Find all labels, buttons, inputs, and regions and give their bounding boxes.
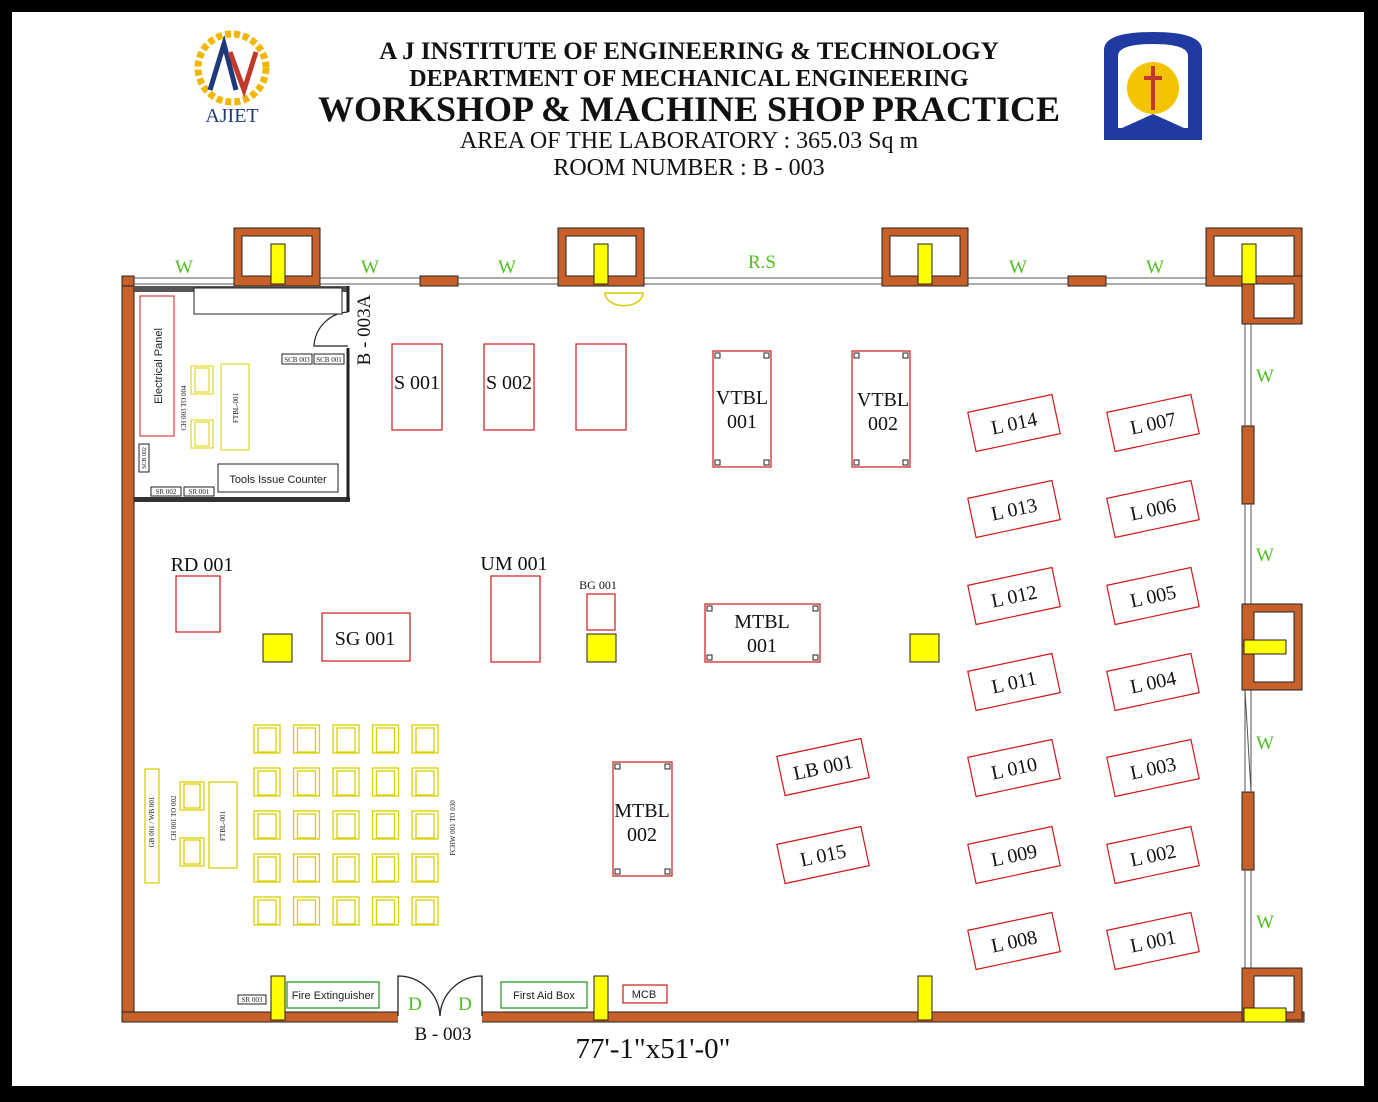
wall-top-seg-1 [420,276,458,286]
window-label: W [175,257,193,278]
lathe-lb001-label: LB 001 [791,750,856,786]
lathe-l005-label: L 005 [1128,581,1179,613]
lathes [777,394,1199,969]
student-chair-icon [254,725,280,753]
student-chair-icon [412,725,438,753]
sr-002-label: SR 002 [155,488,177,496]
room-dimensions: 77'-1"x51'-0" [575,1033,731,1065]
office-door-swing [314,312,348,346]
student-chair-icon [373,811,399,839]
lathe-l007 [1107,394,1199,451]
rd-001 [176,576,220,632]
institute-name: A J INSTITUTE OF ENGINEERING & TECHNOLOGY [379,38,999,65]
student-chair-icon [333,725,359,753]
office-table-label: FTBL-001 [232,393,240,423]
lathe-l002-label: L 002 [1128,840,1179,872]
lab-title: WORKSHOP & MACHINE SHOP PRACTICE [317,89,1061,129]
sg001-label: SG 001 [334,628,396,650]
fchw-label: FCHW 001 TO 030 [449,800,457,856]
lathe-l004 [1107,653,1199,710]
window-label: W [1256,912,1274,933]
student-chair-icon [294,768,320,796]
lathe-l006 [1107,480,1199,537]
lathe-l015-label: L 015 [798,840,849,872]
lathe-l001 [1107,912,1199,969]
lathe-l010 [968,739,1060,796]
office-room-b003a [134,286,350,502]
scb-003-label: SCB 003 [284,356,310,364]
room-b003-label: B - 003 [414,1024,472,1045]
lathe-l013 [968,480,1060,537]
window-label: W [361,257,379,278]
sr-003-label: SR 003 [241,996,263,1004]
tools-issue-counter: Tools Issue Counter [229,474,327,486]
student-chair-icon [412,768,438,796]
lathe-l008 [968,912,1060,969]
um-001 [491,576,540,662]
vtbl002-label-line1: VTBL [856,389,910,411]
student-chair-icon [333,768,359,796]
window-label: W [498,257,516,278]
s001-label: S 001 [393,372,441,394]
wash-basin-icon [605,293,643,306]
seating-chairs-label: CH 001 TO 002 [170,795,178,841]
window-label: W [1146,257,1164,278]
office-chairs-label: CH 003 TO 004 [180,385,188,431]
lathe-l010-label: L 010 [989,753,1040,785]
lathe-l009-label: L 009 [989,840,1040,872]
scb-001-label: SCB 001 [316,356,342,364]
bg-001 [587,594,615,630]
department-name: DEPARTMENT OF MECHANICAL ENGINEERING [409,66,969,92]
mtbl002-label-line1: MTBL [614,800,670,822]
lathe-l014-label: L 014 [989,408,1040,440]
rolling-shutter-label: R.S [748,252,776,273]
wall-top-seg-2 [1068,276,1106,286]
sr-001-label: SR 001 [188,488,210,496]
student-chair-icon [254,811,280,839]
student-chair-icon [254,854,280,882]
machine-unlabelled [576,344,626,430]
lathe-l002 [1107,826,1199,883]
student-chair-icon [373,854,399,882]
lathe-l003 [1107,739,1199,796]
wall-bottom [122,1012,1304,1022]
mtbl002-label-line2: 002 [627,824,657,846]
first-aid-label: First Aid Box [513,990,575,1002]
um001-label: UM 001 [480,553,548,575]
lathe-l013-label: L 013 [989,494,1040,526]
fire-extinguisher-label: Fire Extinguisher [291,990,375,1002]
ajiet-logo-text: AJIET [205,105,259,127]
student-chair-icon [412,811,438,839]
lathe-l012-label: L 012 [989,581,1040,613]
student-chair-icon [294,897,320,925]
vtbl-001 [713,351,771,467]
student-chair-icon [373,725,399,753]
lathe-l011 [968,653,1060,710]
student-chair-icon [294,725,320,753]
student-chair-icon [254,897,280,925]
window-label: W [1256,545,1274,566]
student-chair-icon [412,854,438,882]
student-chair-icon [333,811,359,839]
student-chair-icon [294,854,320,882]
vtbl001-label-line2: 001 [727,411,757,433]
lathe-l005 [1107,567,1199,624]
door-label-left: D [408,994,422,1015]
top-pilasters [234,228,1302,324]
wall-right-4 [1242,792,1254,870]
rd001-label: RD 001 [170,554,234,576]
mtbl001-label-line1: MTBL [734,611,790,633]
student-chair-icon [254,768,280,796]
wall-left [122,276,134,1022]
lathe-l012 [968,567,1060,624]
lathe-l007-label: L 007 [1128,408,1179,440]
gb-wb-label: GB 001 / WB 001 [148,796,156,848]
lathe-lb001 [777,738,869,795]
window-label: W [1256,366,1274,387]
seating-table-label: FTBL-001 [219,811,227,841]
student-chair-icon [333,897,359,925]
lathe-l004-label: L 004 [1128,667,1179,699]
mcb-label: MCB [631,989,657,1001]
vtbl001-label-line1: VTBL [715,387,769,409]
lathe-l009 [968,826,1060,883]
room-number: ROOM NUMBER : B - 003 [553,155,825,181]
student-chair-icon [412,897,438,925]
student-chair-icon [373,897,399,925]
lathe-l011-label: L 011 [989,667,1039,699]
wall-right-2 [1242,426,1254,504]
lathe-l001-label: L 001 [1128,926,1179,958]
student-chairs [254,725,438,925]
lab-area: AREA OF THE LABORATORY : 365.03 Sq m [459,128,919,154]
window-label: W [1009,257,1027,278]
s002-label: S 002 [485,372,533,394]
window-label: W [1256,733,1274,754]
lathe-l006-label: L 006 [1128,494,1179,526]
lathe-l015 [777,826,869,883]
student-chair-icon [294,811,320,839]
lathe-l008-label: L 008 [989,926,1040,958]
scb-002-label: SCB 002 [142,447,148,469]
vtbl002-label-line2: 002 [868,413,898,435]
mtbl001-label-line2: 001 [747,635,777,657]
student-chair-icon [373,768,399,796]
lathe-l003-label: L 003 [1128,753,1179,785]
bg001-label: BG 001 [579,578,617,592]
door-label-right: D [458,994,472,1015]
electrical-panel-label: Electrical Panel [153,328,165,404]
room-b003a-label: B - 003A [354,294,375,366]
student-chair-icon [333,854,359,882]
lathe-l014 [968,394,1060,451]
